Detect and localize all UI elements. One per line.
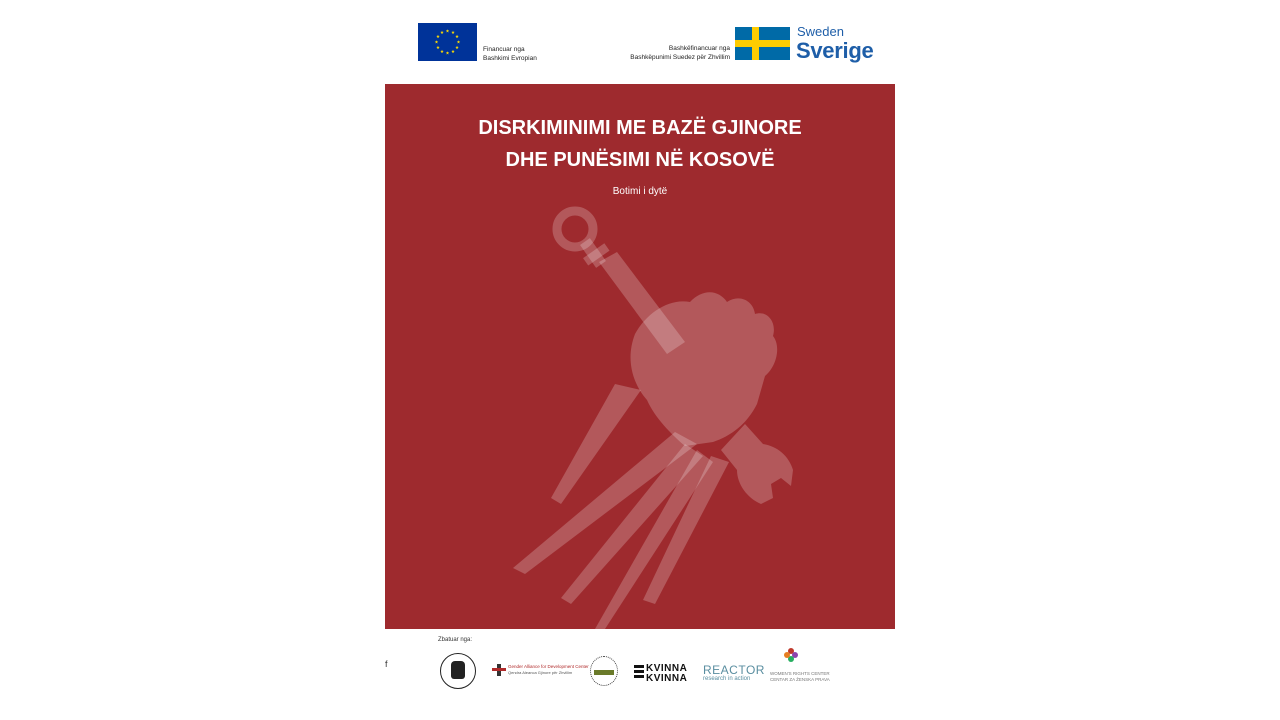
reactor-tagline: research in action [703,676,751,682]
eu-star-icon [440,31,443,34]
eu-star-icon [455,46,458,49]
se-funding-line1: Bashkëfinancuar nga [668,45,730,52]
gadc-logo [492,662,589,680]
eu-stars-icon [418,23,477,61]
eu-funding-line2: Bashkimi Evropian [483,55,537,62]
sverige-logo-word: Sverige [796,38,874,63]
kvinna-word-1: KVINNA [646,663,688,674]
gadc-line1: Gender Alliance for Development Center [508,664,589,669]
eu-star-icon [436,46,439,49]
stray-text: f [385,659,388,669]
eu-star-icon [440,50,443,53]
eu-star-icon [435,40,438,43]
round-network-logo [590,656,618,686]
gadc-line2: Qendra Aleanca Gjinore për Zhvillim [508,670,573,675]
eu-star-icon [457,40,460,43]
eu-star-icon [451,50,454,53]
wrc-line2: CENTAR ZA ŽENSKA PRAVA [770,677,830,682]
wrc-line1: WOMEN'S RIGHTS CENTER [770,671,830,676]
eu-star-icon [436,35,439,38]
eu-star-icon [455,35,458,38]
sweden-flag-logo [735,27,790,60]
eu-star-icon [451,31,454,34]
reactor-logo [703,663,765,684]
sweden-logo-word: Sweden [797,24,844,39]
kvinna-bars-icon [634,665,644,680]
womens-rights-center-logo [770,648,834,682]
cover-subtitle: Botimi i dytë [612,186,668,197]
cover-title-line2: DHE PUNËSIMI NË KOSOVË [505,149,775,171]
report-cover [385,84,895,629]
fist-icon [451,661,465,679]
eu-flag-logo [418,23,477,61]
reactor-name: REACTOR [703,663,765,677]
kvinna-till-kvinna-logo [634,663,690,683]
fist-organization-logo [440,653,476,689]
eu-funding-line1: Financuar nga [483,46,525,53]
cover-title-line1: DISRKIMINIMI ME BAZË GJINORE [478,117,802,139]
eu-star-icon [446,51,449,54]
se-funding-credit [630,44,730,62]
eu-funding-credit [483,45,537,63]
flower-icon [784,648,798,662]
se-funding-line2: Bashkëpunimi Suedez për Zhvillim [630,54,730,61]
kvinna-word-2: KVINNA [646,673,688,684]
logo-band [594,670,614,675]
gadc-mark-icon [492,664,506,676]
eu-star-icon [446,29,449,32]
implemented-by-label: Zbatuar nga: [438,637,473,643]
cover-title [385,112,895,176]
